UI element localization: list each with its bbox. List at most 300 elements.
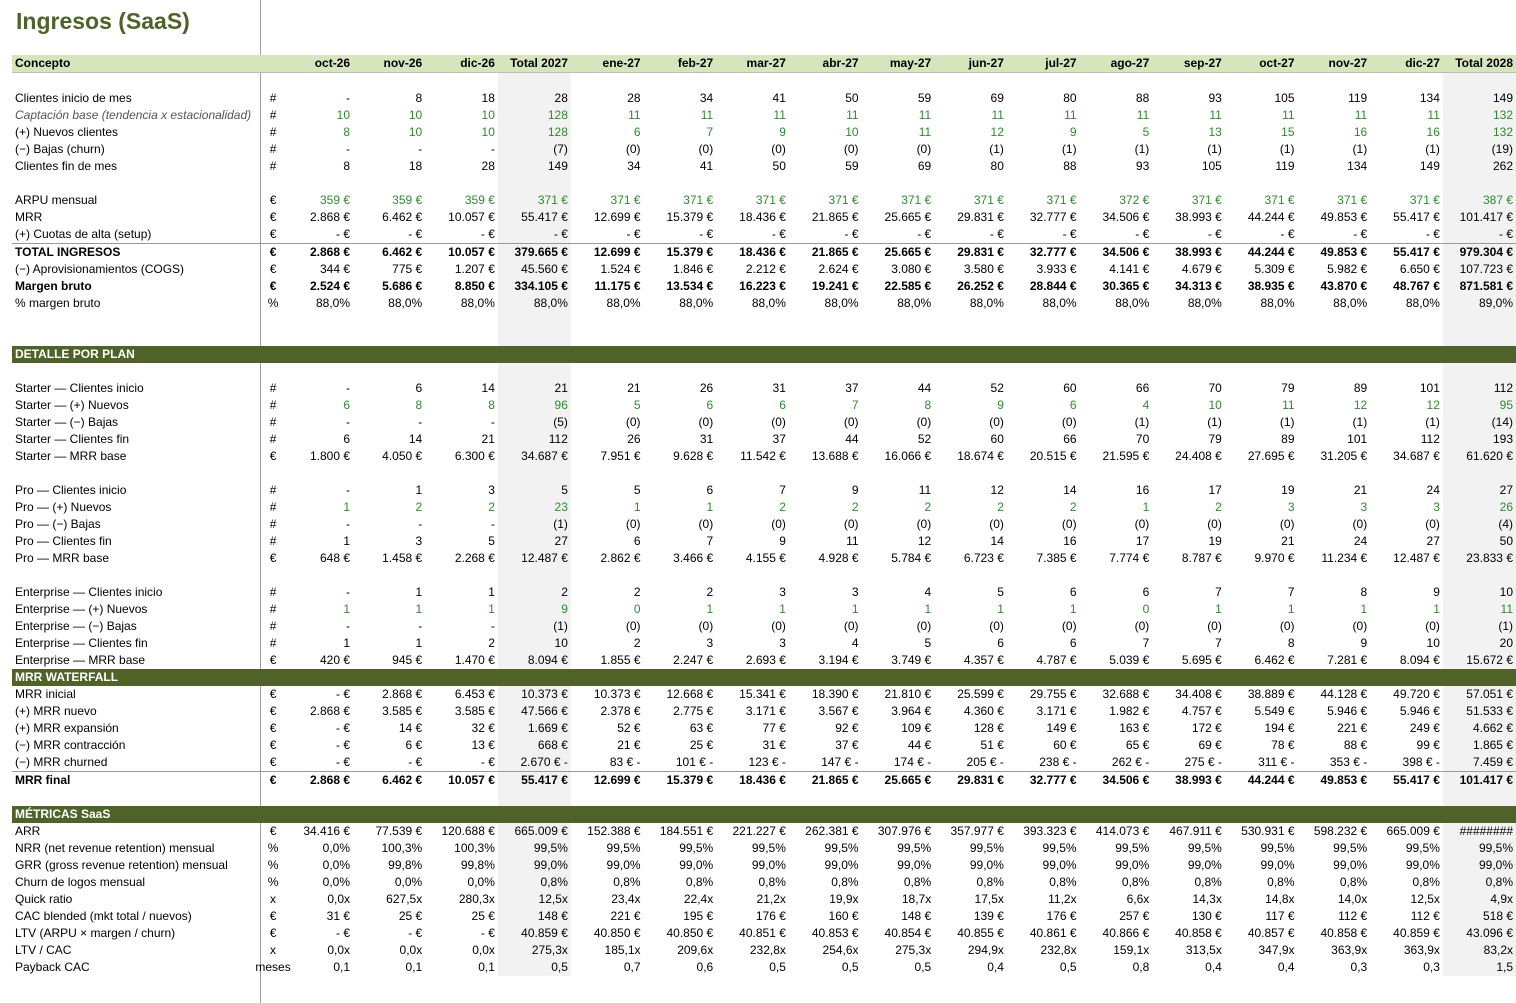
table-cell[interactable]: 50	[1443, 533, 1516, 550]
table-cell[interactable]: 371 €	[610, 193, 641, 207]
table-cell[interactable]: 185,1x	[604, 943, 641, 957]
cell-empty[interactable]	[425, 329, 498, 346]
table-cell[interactable]: 12	[917, 534, 932, 548]
table-cell[interactable]: 11	[1443, 601, 1516, 618]
table-cell[interactable]: 2	[633, 585, 641, 599]
cell-empty[interactable]	[1298, 789, 1371, 806]
table-cell[interactable]: 14,3x	[1192, 892, 1222, 906]
table-cell[interactable]: 6	[706, 483, 714, 497]
section-title[interactable]: MÉTRICAS SaaS	[12, 806, 254, 823]
cell-empty[interactable]	[716, 465, 789, 482]
row-unit[interactable]: €	[269, 653, 277, 667]
table-cell[interactable]: 1.846 €	[673, 262, 714, 276]
table-cell[interactable]: 88,0%	[1042, 296, 1077, 310]
cell-empty[interactable]	[862, 175, 935, 192]
table-cell[interactable]: ########	[1443, 823, 1516, 840]
table-cell[interactable]: (1)	[1207, 142, 1222, 156]
row-unit[interactable]: €	[269, 449, 277, 463]
table-cell[interactable]: - €	[771, 227, 786, 241]
table-cell[interactable]: (0)	[1352, 517, 1368, 531]
cell-empty[interactable]	[425, 312, 498, 329]
table-cell[interactable]: 66	[1063, 432, 1077, 446]
table-cell[interactable]: 12.699 €	[571, 772, 644, 790]
table-cell[interactable]: 21.865 €	[811, 210, 859, 224]
table-cell[interactable]: - €	[626, 227, 641, 241]
column-header-oct-27[interactable]: oct-27	[1225, 55, 1298, 73]
row-unit[interactable]: €	[269, 721, 277, 735]
table-cell[interactable]: 0,1	[405, 960, 423, 974]
table-cell[interactable]: 6 €	[405, 738, 423, 752]
table-cell[interactable]: 23.833 €	[1443, 550, 1516, 567]
cell-empty[interactable]	[644, 465, 717, 482]
column-header-total-2028[interactable]: Total 2028	[1443, 55, 1516, 73]
table-cell[interactable]: (0)	[989, 517, 1004, 531]
table-cell[interactable]: 0,8%	[903, 875, 932, 889]
table-cell[interactable]: 99,5%	[1115, 841, 1150, 855]
table-cell[interactable]: 0,6	[696, 960, 714, 974]
cell-empty[interactable]	[571, 363, 644, 380]
cell-empty[interactable]	[1298, 175, 1371, 192]
row-unit[interactable]: %	[267, 858, 279, 872]
table-cell[interactable]: 119	[1275, 159, 1295, 173]
table-cell[interactable]: 18.674 €	[957, 449, 1004, 463]
table-cell[interactable]: 232,8x	[1040, 943, 1077, 957]
table-cell[interactable]: 19	[1208, 534, 1222, 548]
table-cell[interactable]: 44.244 €	[1247, 210, 1295, 224]
table-cell[interactable]: 32.777 €	[1007, 244, 1080, 262]
table-cell[interactable]: 14	[481, 381, 495, 395]
row-label[interactable]: ARR	[15, 824, 41, 838]
table-cell[interactable]: 0,4	[1205, 960, 1222, 974]
table-cell[interactable]: (0)	[843, 517, 859, 531]
table-cell[interactable]: 1	[343, 636, 351, 650]
table-cell[interactable]: 29.755 €	[1029, 687, 1077, 701]
table-cell[interactable]: 0,8%	[1443, 874, 1516, 891]
table-cell[interactable]: -	[490, 415, 495, 429]
cell-empty[interactable]	[789, 567, 862, 584]
table-cell[interactable]: 221.227 €	[732, 824, 786, 838]
column-header-jun-27[interactable]: jun-27	[934, 55, 1007, 73]
table-cell[interactable]: 128 €	[973, 721, 1004, 735]
row-unit[interactable]: €	[269, 909, 277, 923]
cell-empty[interactable]	[644, 312, 717, 329]
row-label[interactable]: Captación base (tendencia x estacionalidad)	[15, 108, 252, 122]
table-cell[interactable]: 945 €	[392, 653, 423, 667]
table-cell[interactable]: 775 €	[392, 262, 423, 276]
table-cell[interactable]: (0)	[1207, 517, 1222, 531]
table-cell[interactable]: (4)	[1443, 516, 1516, 533]
table-cell[interactable]: 5	[1142, 125, 1150, 139]
table-cell[interactable]: 25.599 €	[957, 687, 1004, 701]
table-cell[interactable]: 132	[1443, 107, 1516, 124]
table-cell[interactable]: 79	[1281, 381, 1295, 395]
table-cell[interactable]: (1)	[498, 516, 571, 533]
table-cell[interactable]: 49.720 €	[1393, 687, 1440, 701]
table-cell[interactable]: 34	[699, 91, 714, 105]
table-cell[interactable]: 0,8%	[1267, 875, 1295, 889]
table-cell[interactable]: 0,1	[333, 960, 351, 974]
table-cell[interactable]: 3	[1433, 500, 1440, 514]
table-cell[interactable]: 12.668 €	[666, 687, 714, 701]
row-label[interactable]: Margen bruto	[15, 279, 92, 293]
table-cell[interactable]: (1)	[1279, 415, 1295, 429]
table-cell[interactable]: 31 €	[762, 738, 786, 752]
table-cell[interactable]: 51.533 €	[1443, 703, 1516, 720]
table-cell[interactable]: 871.581 €	[1443, 278, 1516, 295]
cell-empty[interactable]	[1443, 73, 1516, 91]
table-cell[interactable]: 9	[1433, 585, 1440, 599]
section-title[interactable]: DETALLE POR PLAN	[12, 346, 254, 363]
table-cell[interactable]: 3.171 €	[1036, 704, 1077, 718]
table-cell[interactable]: 518 €	[1443, 908, 1516, 925]
table-cell[interactable]: 99,0%	[606, 858, 641, 872]
table-cell[interactable]: 10.057 €	[448, 210, 495, 224]
cell-empty[interactable]	[425, 363, 498, 380]
row-unit[interactable]: #	[269, 108, 277, 122]
cell-empty[interactable]	[716, 73, 789, 91]
table-cell[interactable]: 221 €	[610, 909, 641, 923]
table-cell[interactable]: 2	[488, 636, 495, 650]
table-cell[interactable]: 27	[1443, 482, 1516, 499]
table-cell[interactable]: 1	[997, 602, 1004, 616]
table-cell[interactable]: 69	[917, 159, 932, 173]
cell-empty[interactable]	[644, 567, 717, 584]
table-cell[interactable]: 275 € -	[1184, 755, 1222, 769]
table-cell[interactable]: 13 €	[471, 738, 495, 752]
table-cell[interactable]: 6	[415, 381, 423, 395]
table-cell[interactable]: 21.810 €	[884, 687, 932, 701]
row-unit[interactable]: #	[269, 159, 277, 173]
table-cell[interactable]: 130 €	[1191, 909, 1222, 923]
row-label[interactable]: CAC blended (mkt total / nuevos)	[15, 909, 192, 923]
table-cell[interactable]: 6.300 €	[454, 449, 495, 463]
cell-empty[interactable]	[1443, 363, 1516, 380]
table-cell[interactable]: (0)	[916, 415, 932, 429]
table-cell[interactable]: 88	[1135, 91, 1150, 105]
cell-empty[interactable]	[1370, 789, 1443, 806]
cell-empty[interactable]	[1007, 312, 1080, 329]
row-label[interactable]: Pro — Clientes fin	[15, 534, 112, 548]
table-cell[interactable]: 128	[498, 107, 571, 124]
table-cell[interactable]: 363,9x	[1403, 943, 1440, 957]
cell-empty[interactable]	[1370, 73, 1443, 91]
table-cell[interactable]: - €	[408, 227, 423, 241]
table-cell[interactable]: 21.865 €	[789, 244, 862, 262]
table-cell[interactable]: - €	[1135, 227, 1150, 241]
cell-empty[interactable]	[498, 567, 571, 584]
table-cell[interactable]: 10	[1426, 636, 1440, 650]
cell-empty[interactable]	[571, 73, 644, 91]
table-cell[interactable]: 3.171 €	[745, 704, 786, 718]
table-cell[interactable]: 28	[498, 90, 571, 107]
row-unit[interactable]: #	[269, 602, 277, 616]
table-cell[interactable]: 12.487 €	[498, 550, 571, 567]
cell-empty[interactable]	[425, 567, 498, 584]
table-cell[interactable]: 11	[846, 534, 859, 548]
table-cell[interactable]: 7.385 €	[1036, 551, 1077, 565]
table-cell[interactable]: - €	[1280, 227, 1295, 241]
table-cell[interactable]: 149	[498, 158, 571, 175]
table-cell[interactable]: 238 € -	[1039, 755, 1077, 769]
table-cell[interactable]: 627,5x	[386, 892, 423, 906]
table-cell[interactable]: 99,0%	[1443, 857, 1516, 874]
table-cell[interactable]: 12.487 €	[1393, 551, 1440, 565]
cell-empty[interactable]	[789, 465, 862, 482]
table-cell[interactable]: 7	[1215, 636, 1222, 650]
cell-empty[interactable]	[571, 465, 644, 482]
table-cell[interactable]: 6.723 €	[963, 551, 1004, 565]
table-cell[interactable]: (0)	[1279, 517, 1295, 531]
table-cell[interactable]: 11	[918, 125, 932, 139]
row-unit[interactable]: #	[269, 398, 277, 412]
cell-empty[interactable]	[1298, 329, 1371, 346]
table-cell[interactable]: 4.679 €	[1181, 262, 1222, 276]
cell-empty[interactable]	[1298, 567, 1371, 584]
table-cell[interactable]: 0,1	[478, 960, 495, 974]
table-cell[interactable]: 372 €	[1119, 193, 1150, 207]
table-cell[interactable]: 25.665 €	[884, 210, 932, 224]
table-cell[interactable]: 34.416 €	[303, 824, 351, 838]
table-cell[interactable]: 16	[1353, 125, 1368, 139]
table-cell[interactable]: 0,5	[769, 960, 786, 974]
table-cell[interactable]: 1.470 €	[454, 653, 495, 667]
cell-empty[interactable]	[353, 312, 425, 329]
table-cell[interactable]: 3	[1287, 500, 1295, 514]
row-unit[interactable]: #	[269, 432, 277, 446]
cell-empty[interactable]	[1080, 363, 1153, 380]
table-cell[interactable]: 8	[1360, 585, 1368, 599]
table-cell[interactable]: 9.970 €	[1254, 551, 1295, 565]
cell-empty[interactable]	[934, 465, 1007, 482]
table-cell[interactable]: 12,5x	[498, 891, 571, 908]
cell-empty[interactable]	[644, 363, 717, 380]
cell-empty[interactable]	[353, 175, 425, 192]
table-cell[interactable]: 12,5x	[1410, 892, 1440, 906]
table-cell[interactable]: 398 € -	[1402, 755, 1440, 769]
table-cell[interactable]: 70	[1135, 432, 1150, 446]
table-cell[interactable]: 40.854 €	[884, 926, 932, 940]
table-cell[interactable]: 10	[408, 108, 423, 122]
table-cell[interactable]: 8.850 €	[454, 279, 495, 293]
table-cell[interactable]: 1.865 €	[1443, 737, 1516, 754]
cell-empty[interactable]	[498, 175, 571, 192]
table-cell[interactable]: 0,4	[987, 960, 1004, 974]
table-cell[interactable]: 13	[1208, 125, 1222, 139]
table-cell[interactable]: 112 €	[1338, 909, 1368, 923]
table-cell[interactable]: 1.458 €	[382, 551, 423, 565]
table-cell[interactable]: 6	[633, 125, 641, 139]
table-cell[interactable]: 15.379 €	[644, 244, 717, 262]
table-cell[interactable]: 34.506 €	[1080, 772, 1153, 790]
table-cell[interactable]: 65 €	[1125, 738, 1150, 752]
table-cell[interactable]: (1)	[1134, 142, 1150, 156]
table-cell[interactable]: (0)	[1061, 517, 1077, 531]
cell-empty[interactable]	[862, 312, 935, 329]
table-cell[interactable]: (0)	[771, 619, 786, 633]
table-cell[interactable]: 5.946 €	[1399, 704, 1440, 718]
cell-empty[interactable]	[789, 312, 862, 329]
table-cell[interactable]: 7.774 €	[1109, 551, 1150, 565]
table-cell[interactable]: 1	[851, 602, 859, 616]
cell-empty[interactable]	[12, 789, 254, 806]
table-cell[interactable]: - €	[480, 227, 495, 241]
table-cell[interactable]: 99,0%	[679, 858, 714, 872]
table-cell[interactable]: 6.453 €	[454, 687, 495, 701]
table-cell[interactable]: 2.868 €	[292, 772, 353, 790]
table-cell[interactable]: 101	[1347, 432, 1368, 446]
table-cell[interactable]: 14	[408, 432, 423, 446]
table-cell[interactable]: 41	[772, 91, 786, 105]
table-cell[interactable]: 11	[1064, 108, 1077, 122]
table-cell[interactable]: (0)	[916, 517, 932, 531]
cell-empty[interactable]	[292, 175, 353, 192]
table-cell[interactable]: 1	[415, 602, 423, 616]
table-cell[interactable]: 112	[1420, 432, 1440, 446]
column-header-mar-27[interactable]: mar-27	[716, 55, 789, 73]
table-cell[interactable]: 88,0%	[606, 296, 641, 310]
table-cell[interactable]: 10	[336, 108, 351, 122]
table-cell[interactable]: 11	[1282, 398, 1295, 412]
cell-empty[interactable]	[254, 363, 292, 380]
column-header-ago-27[interactable]: ago-27	[1080, 55, 1153, 73]
table-cell[interactable]: (0)	[771, 415, 786, 429]
row-label[interactable]: Starter — (+) Nuevos	[15, 398, 129, 412]
table-cell[interactable]: 59	[845, 159, 859, 173]
row-label[interactable]: Clientes inicio de mes	[15, 91, 132, 105]
table-cell[interactable]: 5.549 €	[1254, 704, 1295, 718]
cell-empty[interactable]	[1225, 312, 1298, 329]
row-unit[interactable]: #	[269, 585, 277, 599]
table-cell[interactable]: 88,0%	[1115, 296, 1150, 310]
table-cell[interactable]: 70	[1208, 381, 1222, 395]
table-cell[interactable]: 61.620 €	[1443, 448, 1516, 465]
table-cell[interactable]: 313,5x	[1185, 943, 1222, 957]
row-label[interactable]: Churn de logos mensual	[15, 875, 146, 889]
table-cell[interactable]: -	[418, 517, 423, 531]
row-unit[interactable]: %	[267, 296, 279, 310]
table-cell[interactable]: 88,0%	[1260, 296, 1295, 310]
table-cell[interactable]: 9	[1360, 636, 1368, 650]
table-cell[interactable]: 371 €	[1264, 193, 1295, 207]
table-cell[interactable]: 1	[1142, 500, 1150, 514]
table-cell[interactable]: 979.304 €	[1443, 244, 1516, 262]
table-cell[interactable]: 6.462 €	[1254, 653, 1295, 667]
table-cell[interactable]: (1)	[1061, 142, 1077, 156]
table-cell[interactable]: 307.976 €	[877, 824, 932, 838]
table-cell[interactable]: 89	[1281, 432, 1295, 446]
table-cell[interactable]: 5.686 €	[382, 279, 423, 293]
table-cell[interactable]: 371 €	[1337, 193, 1368, 207]
table-cell[interactable]: 4.155 €	[745, 551, 786, 565]
table-cell[interactable]: 99,0%	[897, 858, 932, 872]
table-cell[interactable]: (1)	[1134, 415, 1150, 429]
table-cell[interactable]: 25 €	[398, 909, 423, 923]
row-label[interactable]: (+) Nuevos clientes	[15, 125, 119, 139]
table-cell[interactable]: - €	[336, 227, 351, 241]
row-label[interactable]: LTV / CAC	[15, 943, 72, 957]
section-title[interactable]: MRR WATERFALL	[12, 669, 254, 686]
table-cell[interactable]: 123 € -	[748, 755, 786, 769]
table-cell[interactable]: (0)	[989, 619, 1004, 633]
cell-empty[interactable]	[716, 363, 789, 380]
table-cell[interactable]: 1	[415, 585, 423, 599]
table-cell[interactable]: 3.567 €	[818, 704, 859, 718]
table-cell[interactable]: 88,0%	[751, 296, 786, 310]
row-label[interactable]: Enterprise — MRR base	[15, 653, 146, 667]
table-cell[interactable]: 1.982 €	[1109, 704, 1150, 718]
table-cell[interactable]: 5	[633, 398, 641, 412]
table-cell[interactable]: 119	[1348, 91, 1368, 105]
table-cell[interactable]: 3	[415, 534, 423, 548]
table-cell[interactable]: 18.436 €	[716, 244, 789, 262]
table-cell[interactable]: - €	[336, 738, 351, 752]
table-cell[interactable]: 32 €	[471, 721, 495, 735]
table-cell[interactable]: 99,5%	[1333, 841, 1368, 855]
table-cell[interactable]: 2.624 €	[818, 262, 859, 276]
row-label[interactable]: (+) MRR nuevo	[15, 704, 97, 718]
table-cell[interactable]: 10	[1443, 584, 1516, 601]
row-label[interactable]: Enterprise — (−) Bajas	[15, 619, 137, 633]
cell-empty[interactable]	[353, 789, 425, 806]
cell-empty[interactable]	[716, 312, 789, 329]
table-cell[interactable]: 3.080 €	[891, 262, 932, 276]
table-cell[interactable]: 9	[997, 398, 1004, 412]
table-cell[interactable]: 0,0%	[322, 841, 351, 855]
table-cell[interactable]: 0,0x	[399, 943, 423, 957]
table-cell[interactable]: 6.462 €	[382, 210, 423, 224]
table-cell[interactable]: 387 €	[1443, 192, 1516, 209]
table-cell[interactable]: 88,0%	[460, 296, 495, 310]
table-cell[interactable]: 21,2x	[756, 892, 786, 906]
cell-empty[interactable]	[1225, 789, 1298, 806]
table-cell[interactable]: 11	[918, 483, 932, 497]
cell-empty[interactable]	[254, 465, 292, 482]
cell-empty[interactable]	[716, 175, 789, 192]
table-cell[interactable]: 0,0x	[472, 943, 495, 957]
table-cell[interactable]: 205 € -	[966, 755, 1004, 769]
cell-empty[interactable]	[1007, 175, 1080, 192]
row-unit[interactable]: #	[269, 619, 277, 633]
table-cell[interactable]: - €	[498, 226, 571, 244]
table-cell[interactable]: 19,9x	[829, 892, 859, 906]
table-cell[interactable]: 9	[1069, 125, 1077, 139]
table-cell[interactable]: 50	[772, 159, 786, 173]
table-cell[interactable]: (0)	[625, 142, 641, 156]
table-cell[interactable]: - €	[336, 926, 351, 940]
table-cell[interactable]: 0,5	[1059, 960, 1077, 974]
column-header-jul-27[interactable]: jul-27	[1007, 55, 1080, 73]
table-cell[interactable]: 20	[1443, 635, 1516, 652]
table-cell[interactable]: 40.853 €	[811, 926, 859, 940]
table-cell[interactable]: 9	[779, 125, 786, 139]
cell-empty[interactable]	[254, 329, 292, 346]
table-cell[interactable]: 149	[1443, 90, 1516, 107]
table-cell[interactable]: 99,5%	[824, 841, 859, 855]
table-cell[interactable]: 3.194 €	[818, 653, 859, 667]
table-cell[interactable]: 45.560 €	[498, 261, 571, 278]
table-cell[interactable]: 254,6x	[822, 943, 859, 957]
cell-empty[interactable]	[1080, 312, 1153, 329]
table-cell[interactable]: 16.223 €	[739, 279, 786, 293]
table-cell[interactable]: 8	[415, 91, 423, 105]
cell-empty[interactable]	[862, 363, 935, 380]
table-cell[interactable]: 40.851 €	[739, 926, 786, 940]
table-cell[interactable]: (0)	[698, 415, 714, 429]
table-cell[interactable]: 2.868 €	[292, 244, 353, 262]
table-cell[interactable]: 159,1x	[1113, 943, 1150, 957]
row-unit[interactable]: x	[270, 892, 277, 906]
cell-empty[interactable]	[644, 73, 717, 91]
